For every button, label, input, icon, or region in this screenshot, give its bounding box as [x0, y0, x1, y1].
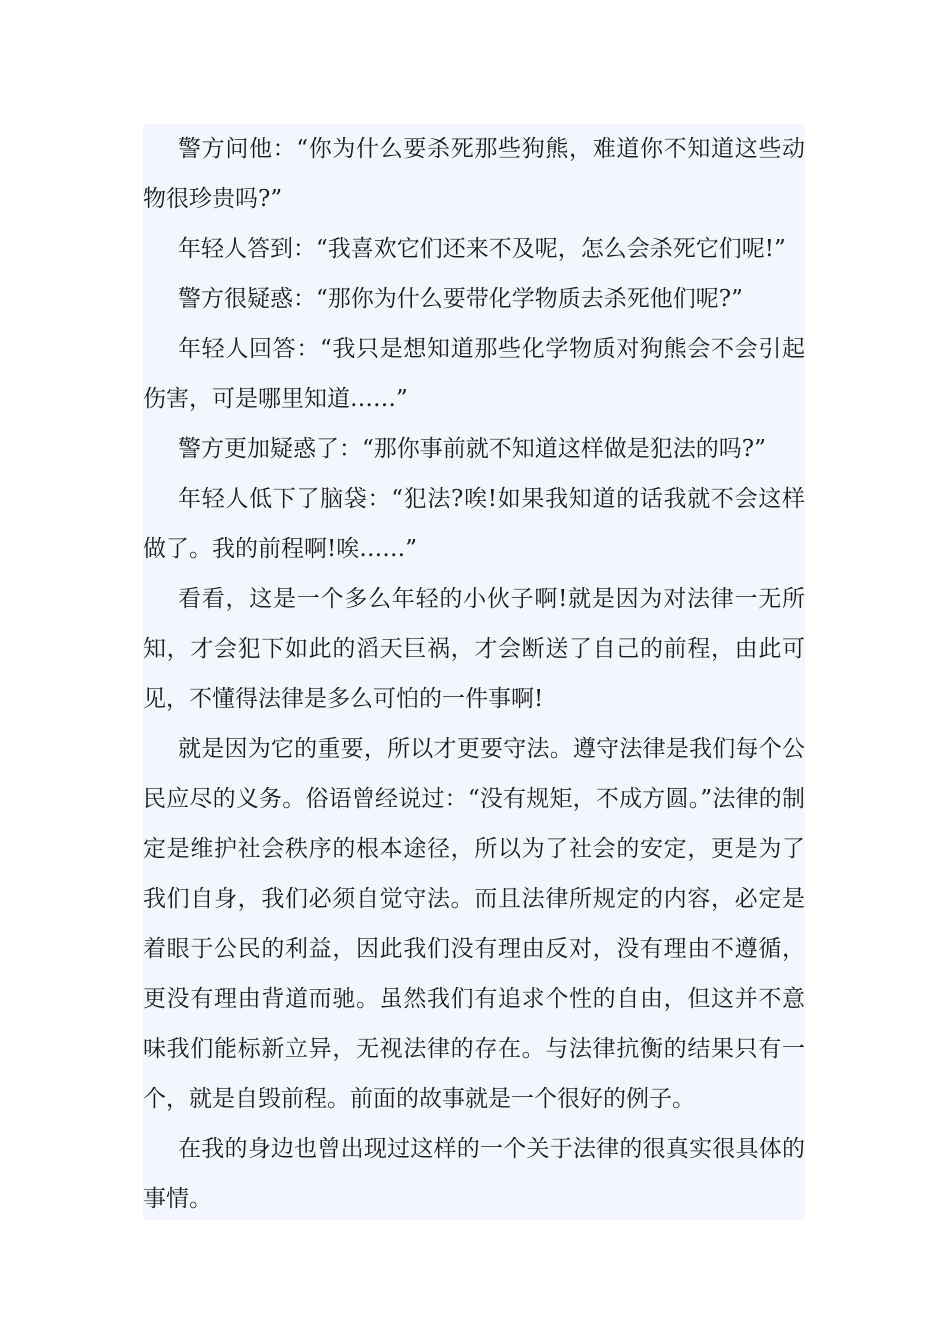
paragraph-7: 看看，这是一个多么年轻的小伙子啊!就是因为对法律一无所知，才会犯下如此的滔天巨祸，才会断送了自己的前程，由此可见，不懂得法律是多么可怕的一件事啊! — [143, 586, 805, 712]
paragraph-9: 在我的身边也曾出现过这样的一个关于法律的很真实很具体的事情。 — [143, 1136, 805, 1212]
paragraph-1: 警方问他：“你为什么要杀死那些狗熊，难道你不知道这些动物很珍贵吗?” — [143, 136, 805, 212]
paragraph-2: 年轻人答到：“我喜欢它们还来不及呢，怎么会杀死它们呢!” — [178, 236, 786, 262]
paragraph-8: 就是因为它的重要，所以才更要守法。遵守法律是我们每个公民应尽的义务。俗语曾经说过：“没有规矩，不成方圆。”法律的制定是维护社会秩序的根本途径，所以为了社会的安定，更是为了我们自身，我们必须自觉守法。而且法律所规定的内容，必定是着眼于公民的利益，因此我们没有理由反对，没有理由不遵循，更没有理由背道而驰。虽然我们有追求个性的自由，但这并不意味我们能标新立异，无视法律的存在。与法律抗衡的结果只有一个，就是自毁前程。前面的故事就是一个很好的例子。 — [143, 736, 805, 1112]
paragraph-6: 年轻人低下了脑袋：“犯法?唉!如果我知道的话我就不会这样做了。我的前程啊!唉……” — [143, 486, 805, 562]
paragraph-5: 警方更加疑惑了：“那你事前就不知道这样做是犯法的吗?” — [178, 436, 766, 462]
paragraph-3: 警方很疑惑：“那你为什么要带化学物质去杀死他们呢?” — [178, 286, 743, 312]
text-block — [143, 124, 805, 1220]
paragraph-4: 年轻人回答：“我只是想知道那些化学物质对狗熊会不会引起伤害，可是哪里知道……” — [143, 336, 805, 412]
